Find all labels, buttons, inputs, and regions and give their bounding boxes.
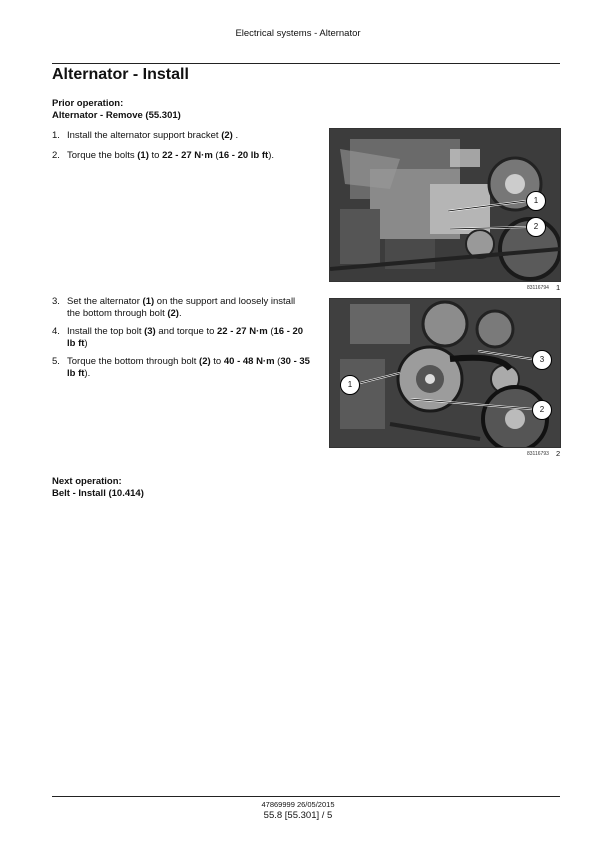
step-text: [67, 326, 310, 350]
prior-operation-label: Prior operation:: [52, 98, 124, 109]
title-rule: [52, 63, 560, 64]
figure-2-callout-2: 2: [532, 400, 552, 420]
next-operation-label: Next operation:: [52, 476, 122, 487]
figure-2-callout-1: 1: [340, 375, 360, 395]
step-emphasis: (3): [144, 326, 156, 337]
step-emphasis: 16 - 20 lb ft: [67, 326, 304, 349]
step-emphasis: 40 - 48 N·m: [223, 356, 275, 367]
step-emphasis: (2): [167, 308, 179, 319]
step-number: 1.: [52, 130, 60, 141]
step-1: [52, 130, 310, 142]
step-4: [52, 326, 310, 350]
step-run: ): [84, 338, 88, 349]
step-run: Install the alternator support bracket: [67, 130, 222, 141]
next-operation-link[interactable]: Belt - Install (10.414): [52, 488, 144, 499]
step-run: Torque the bottom through bolt: [67, 356, 200, 367]
step-emphasis: 22 - 27 N·m: [162, 150, 213, 161]
alternator-photo-illustration: [330, 299, 560, 447]
page-title: Alternator - Install: [52, 66, 189, 83]
step-run: to: [148, 150, 163, 161]
figure-2-caption: 83116793: [527, 451, 549, 457]
step-emphasis: 30 - 35 lb ft: [67, 356, 310, 379]
footer-rule: [52, 796, 560, 797]
step-text: [67, 150, 310, 162]
step-run: Set the alternator: [67, 296, 143, 307]
engine-photo-illustration: [330, 129, 560, 281]
step-text: [67, 296, 310, 320]
step-3: [52, 296, 310, 320]
step-run: .: [178, 308, 182, 319]
figure-1-caption: 83116794: [527, 285, 549, 291]
step-number: 4.: [52, 326, 60, 337]
figure-1-callout-2: 2: [526, 217, 546, 237]
step-run: Install the top bolt: [67, 326, 145, 337]
step-run: to: [210, 356, 224, 367]
step-run: (: [212, 150, 219, 161]
step-text: [67, 356, 310, 380]
step-number: 2.: [52, 150, 60, 161]
footer-page-number: 55.8 [55.301] / 5: [263, 810, 333, 821]
step-run: (: [267, 326, 274, 337]
step-text: [67, 130, 310, 142]
figure-1-callout-1: 1: [526, 191, 546, 211]
step-run: .: [232, 130, 239, 141]
figure-2-callout-3: 3: [532, 350, 552, 370]
step-emphasis: 22 - 27 N·m: [217, 326, 268, 337]
step-emphasis: (1): [137, 150, 149, 161]
figure-1-photo: [329, 128, 561, 282]
footer-doc-id: 47869999 26/05/2015: [261, 800, 335, 809]
prior-operation-link[interactable]: Alternator - Remove (55.301): [52, 110, 181, 121]
running-header: Electrical systems - Alternator: [235, 28, 361, 39]
step-number: 3.: [52, 296, 60, 307]
figure-1-number: 1: [556, 283, 561, 292]
step-emphasis: (1): [142, 296, 155, 307]
step-run: ).: [84, 368, 91, 379]
step-run: Torque the bolts: [67, 150, 138, 161]
step-5: [52, 356, 310, 380]
step-number: 5.: [52, 356, 60, 367]
step-emphasis: 16 - 20 lb ft: [218, 150, 269, 161]
figure-2-photo: [329, 298, 561, 448]
figure-2-number: 2: [556, 449, 561, 458]
step-run: and torque to: [155, 326, 218, 337]
step-run: (: [274, 356, 281, 367]
step-emphasis: (2): [199, 356, 211, 367]
step-emphasis: (2): [221, 130, 233, 141]
step-run: ).: [268, 150, 275, 161]
step-run: on the support and loosely install the bottom through bolt: [67, 296, 296, 319]
step-2: [52, 150, 310, 162]
